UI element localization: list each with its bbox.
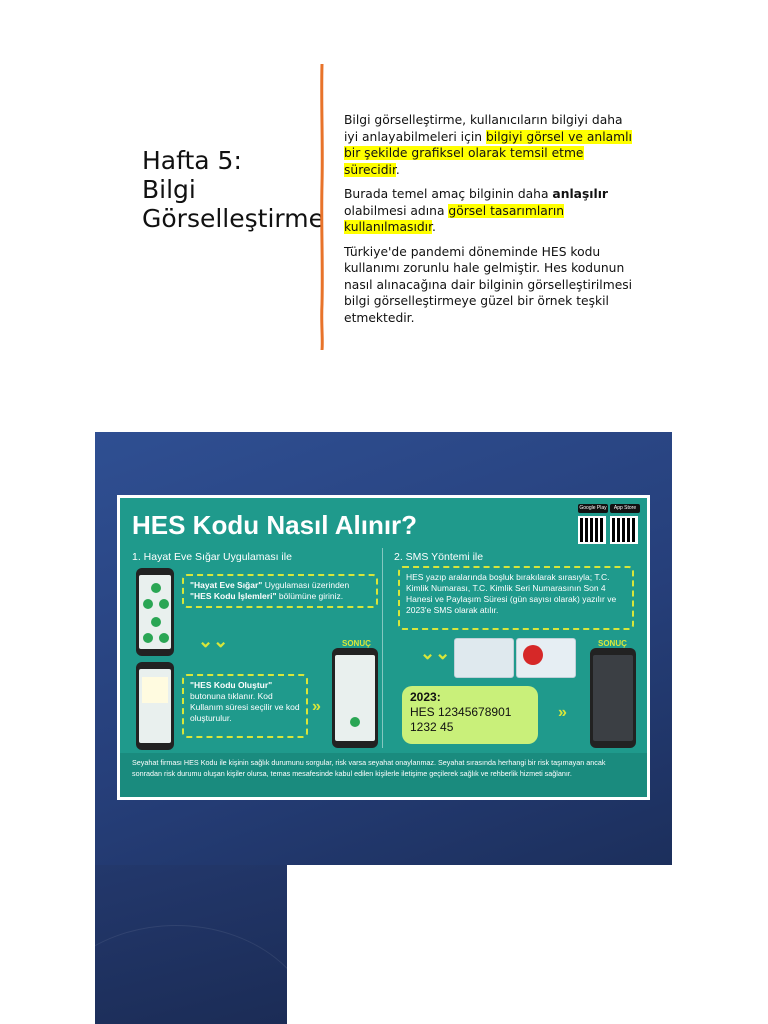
- phone-result-sms: [590, 648, 636, 748]
- step2-instruction: "HES Kodu Oluştur" butonuna tıklanır. Kod Kullanım süresi seçilir ve kod oluşturulur.: [182, 674, 308, 738]
- id-card-back-image: [454, 638, 514, 678]
- vertical-divider: [318, 64, 326, 350]
- chevron-right-icon: »: [312, 698, 321, 715]
- slide-title: Hafta 5: Bilgi Görselleştirme: [142, 146, 324, 233]
- store-badges: [578, 504, 638, 544]
- text-column: [344, 112, 634, 334]
- section-sms-heading: 2. SMS Yöntemi ile: [394, 551, 484, 563]
- section-divider: [382, 548, 383, 748]
- background-strip: [95, 865, 287, 1024]
- section-app-heading: 1. Hayat Eve Sığar Uygulaması ile: [132, 551, 292, 563]
- qr-code-icon: [610, 516, 638, 544]
- id-card-front-image: [516, 638, 576, 678]
- chevron-right-icon: »: [558, 704, 567, 721]
- bold-anlasilir: anlaşılır: [552, 187, 609, 201]
- result-label: SONUÇ: [342, 639, 371, 648]
- phone-hes-create: [136, 662, 174, 750]
- sms-instruction: HES yazıp aralarında boşluk bırakılarak sırasıyla; T.C. Kimlik Numarası, T.C. Kimlik Seri Numarasının Son 4 Hanesi ve Paylaşım Süresi (gün sayısı olarak) yazılır ve 2023'e SMS olarak atılır.: [398, 566, 634, 630]
- hes-infographic: [117, 495, 650, 800]
- highlight-definition: bilgiyi görsel ve anlamlı bir şekilde grafiksel olarak temsil etme sürecidir: [344, 129, 632, 177]
- sms-example-bubble: 2023: HES 12345678901 1232 45: [402, 686, 538, 744]
- google-play-badge: Google Play: [579, 505, 607, 511]
- paragraph-definition: Bilgi görselleştirme, kullanıcıların bilgiyi daha iyi anlayabilmeleri için bilgiyi görsel ve anlamlı bir şekilde grafiksel olarak temsil etme sürecidir.: [344, 113, 632, 177]
- infographic-title: HES Kodu Nasıl Alınır?: [132, 510, 418, 540]
- app-store-badge: App Store: [610, 504, 640, 513]
- step1-instruction: "Hayat Eve Sığar" Uygulaması üzerinden "HES Kodu İşlemleri" bölümüne giriniz.: [182, 574, 378, 608]
- paragraph-purpose: Burada temel amaç bilginin daha anlaşılır olabilmesi adına görsel tasarımların kullanılmasıdır.: [344, 187, 609, 234]
- result-label: SONUÇ: [598, 639, 627, 648]
- phone-app-home: [136, 568, 174, 656]
- chevron-down-icon: ⌄⌄: [198, 631, 229, 651]
- infographic-footer: Seyahat firması HES Kodu ile kişinin sağlık durumunu sorgular, risk varsa seyahat onaylanmaz. Seyahat sırasında herhangi bir risk taşımayan ancak sonradan risk durumu oluşan kişiler olursa, temas mesafesinde kabul edilen kişilerle iletişime geçilerek sağlık ve rehberlik hizmeti sağlanır.: [132, 758, 606, 778]
- paragraph-hes-example: Türkiye'de pandemi döneminde HES kodu kullanımı zorunlu hale gelmiştir. Hes kodunun nasıl alınacağına dair bilginin görselleştirilmesi bilgi görselleştirmeye güzel bir örnek teşkil etmektedir.: [344, 244, 633, 325]
- qr-code-icon: [578, 516, 606, 544]
- phone-result-app: [332, 648, 378, 748]
- highlight-purpose: görsel tasarımların kullanılmasıdır: [344, 203, 565, 234]
- chevron-down-icon: ⌄⌄: [420, 643, 451, 663]
